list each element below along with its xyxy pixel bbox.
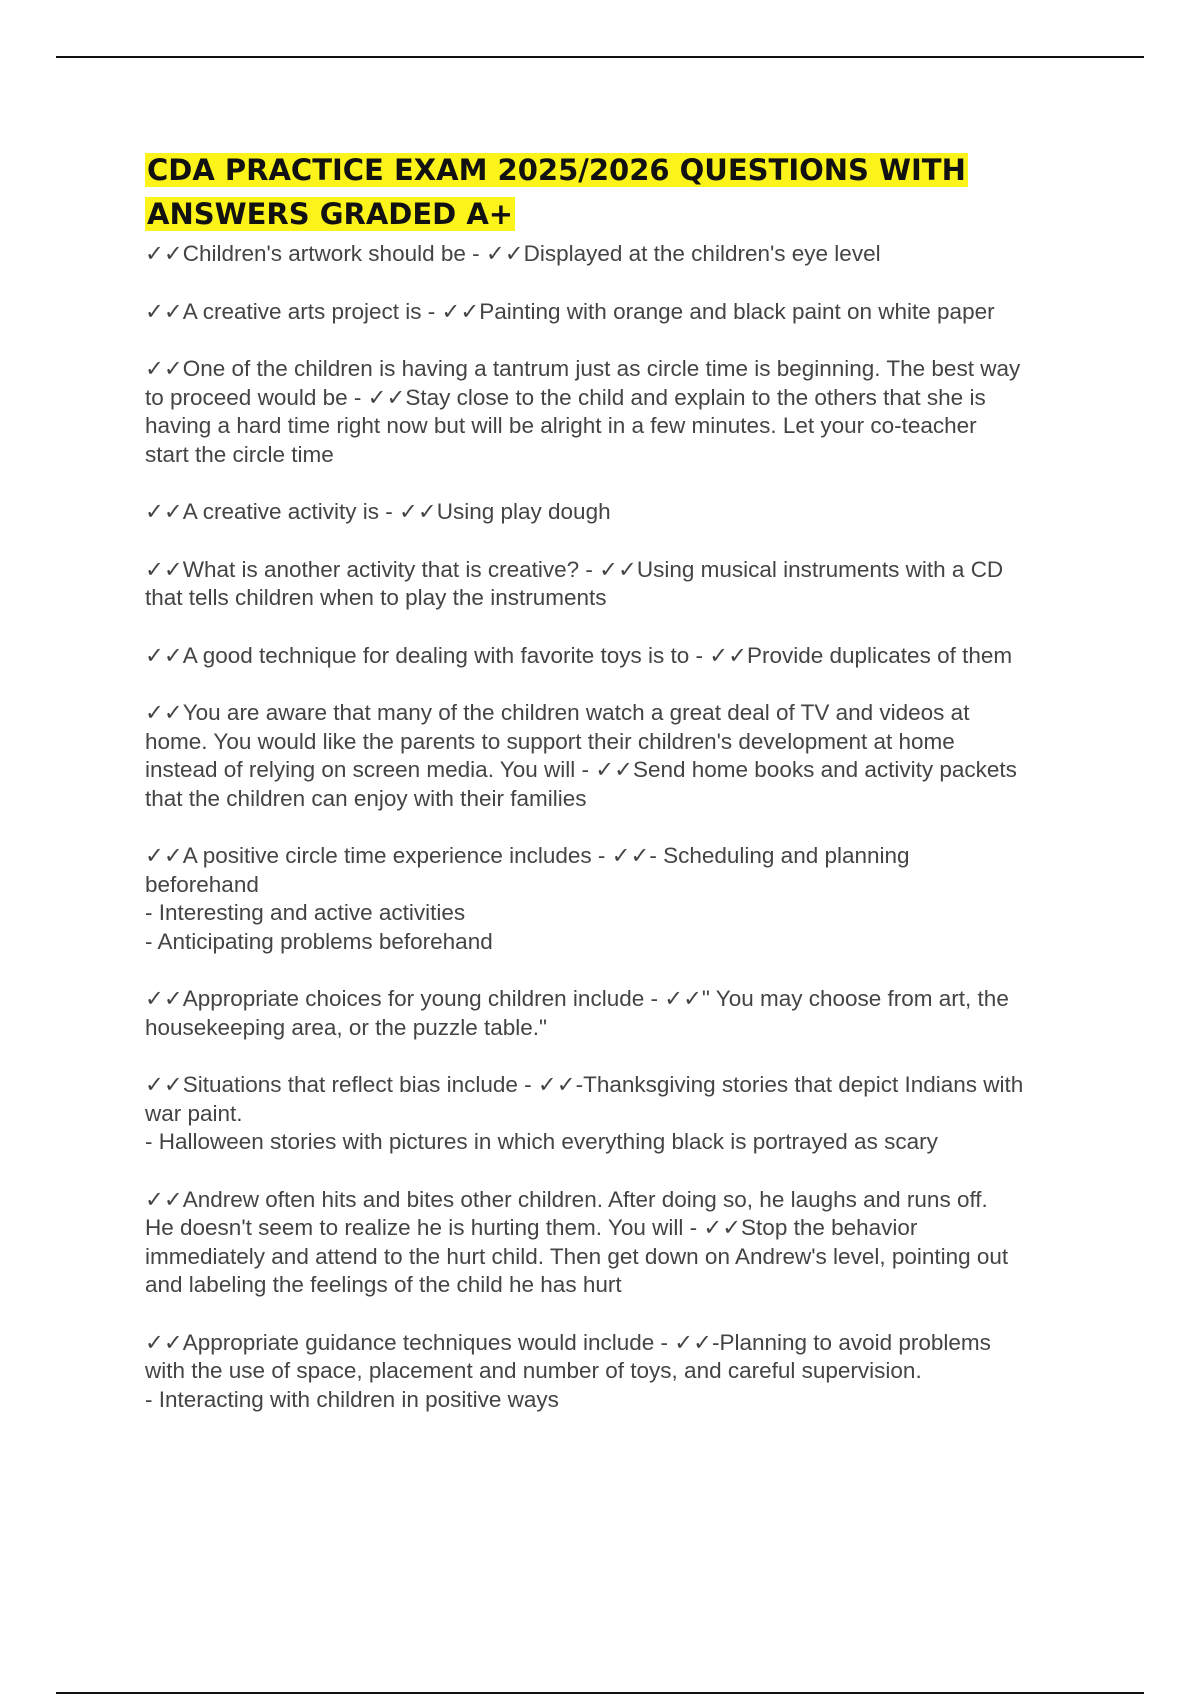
qa-item-11: ✓✓Andrew often hits and bites other children. After doing so, he laughs and runs off. He doesn't seem to realize he is hurting them. You will - ✓✓Stop the behavior immediately and attend to the hurt child. Then get down on Andrew's level, pointing out and labeling the feelings of the child he has hurt	[145, 1186, 1009, 1297]
qa-item-8: ✓✓A positive circle time experience includes - ✓✓- Scheduling and planning beforehand - Interesting and active activities - Anticipating problems beforehand	[145, 843, 910, 954]
qa-item-10: ✓✓Situations that reflect bias include - ✓✓-Thanksgiving stories that depict Indians with war paint. - Halloween stories with pictures in which everything black is portrayed as scary	[145, 1072, 1024, 1154]
bottom-rule	[56, 1692, 1144, 1694]
document-title	[145, 148, 1090, 236]
qa-item-5: ✓✓What is another activity that is creative? - ✓✓Using musical instruments with a CD that tells children when to play the instruments	[145, 556, 1004, 610]
qa-item-1: ✓✓Children's artwork should be - ✓✓Displayed at the children's eye level	[145, 241, 881, 266]
qa-item-7: ✓✓You are aware that many of the children watch a great deal of TV and videos at home. You would like the parents to support their children's development at home instead of relying on screen media. You will - ✓✓Send home books and activity packets that the children can enjoy with their families	[145, 700, 1017, 811]
title-line-1: CDA PRACTICE EXAM 2025/2026 QUESTIONS WITH	[147, 153, 966, 187]
qa-item-12: ✓✓Appropriate guidance techniques would include - ✓✓-Planning to avoid problems with the use of space, placement and number of toys, and careful supervision. - Interacting with children in positive ways	[145, 1329, 991, 1412]
qa-item-3: ✓✓One of the children is having a tantrum just as circle time is beginning. The best way to proceed would be - ✓✓Stay close to the child and explain to the others that she is having a hard time right now but will be alright in a few minutes. Let your co-teacher start the circle time	[145, 356, 1021, 467]
document-content	[145, 148, 1090, 1443]
title-line-2: ANSWERS GRADED A+	[147, 197, 514, 231]
qa-item-9: ✓✓Appropriate choices for young children include - ✓✓" You may choose from art, the housekeeping area, or the puzzle table."	[145, 986, 1009, 1040]
qa-item-4: ✓✓A creative activity is - ✓✓Using play dough	[145, 499, 611, 524]
qa-item-2: ✓✓A creative arts project is - ✓✓Painting with orange and black paint on white paper	[145, 298, 995, 324]
top-rule	[56, 56, 1144, 58]
qa-item-6: ✓✓A good technique for dealing with favorite toys is to - ✓✓Provide duplicates of them	[145, 642, 1013, 668]
